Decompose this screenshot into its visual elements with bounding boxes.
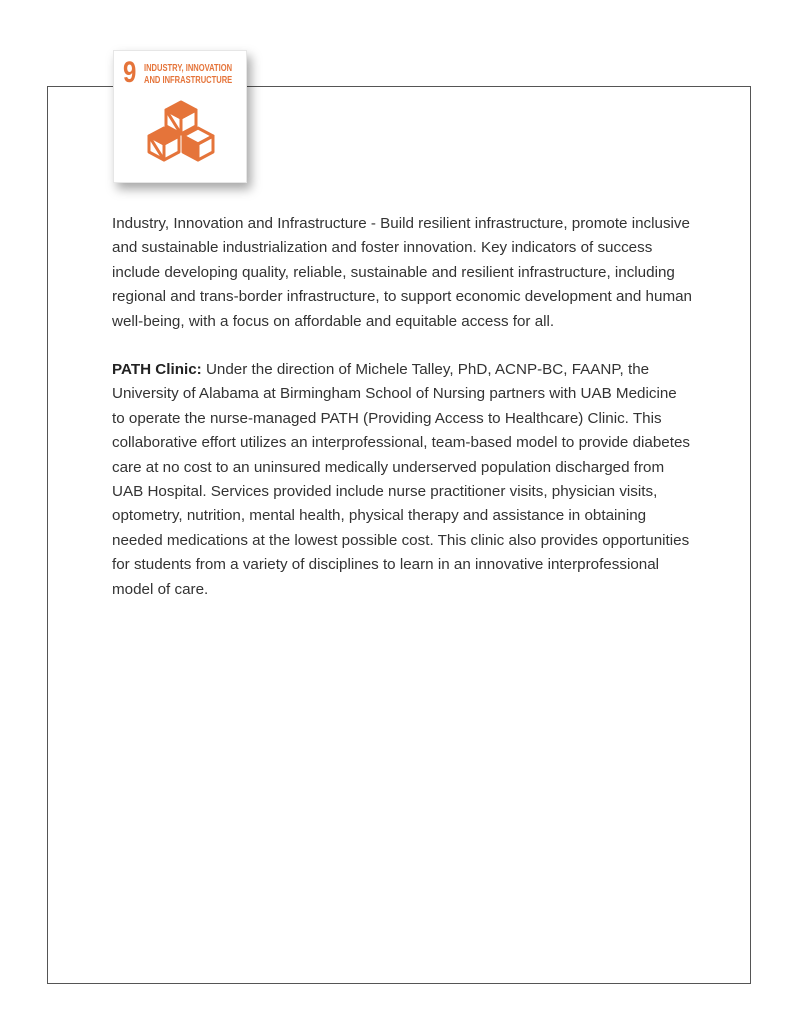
document-body xyxy=(112,212,692,626)
sdg-title-line1: INDUSTRY, INNOVATION xyxy=(144,62,233,74)
sdg-badge xyxy=(113,50,247,183)
sdg-title xyxy=(144,62,232,86)
intro-paragraph: Industry, Innovation and Infrastructure - Build resilient infrastructure, promote inclusive and sustainable industrialization and foster innovation. Key indicators of success include developing quality, reliable, sustainable and resilient infrastructure, including regional and trans-border infrastructure, to support economic development and human well-being, with a focus on affordable and equitable access for all. xyxy=(112,215,692,330)
path-clinic-lead: PATH Clinic: xyxy=(112,361,202,379)
path-clinic-paragraph xyxy=(112,358,692,602)
sdg-number: 9 xyxy=(123,56,136,89)
path-clinic-text: Under the direction of Michele Talley, PhD, ACNP-BC, FAANP, the University of Alabama at Birmingham School of Nursing partners with UAB Medicine to operate the nurse-managed PATH (Providing Access to Healthcare) Clinic. This collaborative effort utilizes an interprofessional, team-based model to provide diabetes care at no cost to an uninsured medically underserved population discharged from UAB Hospital. Services provided include nurse practitioner visits, physician visits, optometry, nutrition, mental health, physical therapy and assistance in obtaining needed medications at the lowest possible cost. This clinic also provides opportunities for students from a variety of disciplines to learn in an innovative interprofessional model of care. xyxy=(112,361,691,598)
sdg-title-line2: AND INFRASTRUCTURE xyxy=(144,74,233,86)
stacked-cubes-icon xyxy=(146,99,216,169)
